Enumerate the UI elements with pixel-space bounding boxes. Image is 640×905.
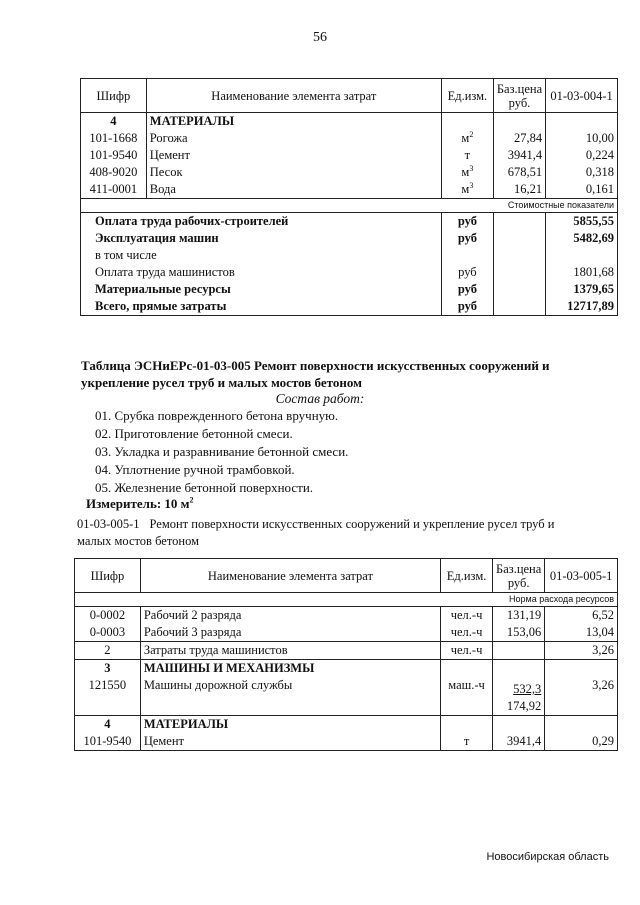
- cost-row: [81, 298, 618, 316]
- section-code: 4: [75, 716, 141, 734]
- row-code: 101-1668: [81, 130, 147, 147]
- row-name: Затраты труда машинистов: [140, 642, 440, 660]
- norm-rate-header: Норма расхода ресурсов: [75, 593, 618, 607]
- row-name: Рабочий 2 разряда: [140, 607, 440, 625]
- row-value: 0,29: [545, 733, 618, 751]
- row-price: 27,84: [493, 130, 545, 147]
- table-row: [81, 147, 618, 164]
- norm-description: [77, 516, 577, 550]
- cost-value: 5855,55: [546, 213, 618, 231]
- row-unit: чел.-ч: [441, 607, 493, 625]
- cost-unit: руб: [441, 213, 493, 231]
- cost-name: в том числе: [81, 247, 442, 264]
- row-value: 3,26: [545, 642, 618, 660]
- work-item: 03. Укладка и разравнивание бетонной смеси.: [95, 444, 349, 459]
- cost-header-row: [81, 199, 618, 213]
- norm-text: Ремонт поверхности искусственных сооружений и укрепление русел труб и малых мостов бетоном: [77, 517, 555, 548]
- row-code: 408-9020: [81, 164, 147, 181]
- cost-name: Эксплуатация машин: [81, 230, 442, 247]
- row-value: 13,04: [545, 624, 618, 642]
- row-value: 0,224: [546, 147, 618, 164]
- cost-row: [81, 247, 618, 264]
- row-unit: $м^3$: [441, 181, 493, 199]
- table-row: [75, 677, 618, 716]
- cost-row: [81, 281, 618, 298]
- table-row: [75, 733, 618, 751]
- row-code: 101-9540: [81, 147, 147, 164]
- section-code: 3: [75, 660, 141, 678]
- row-code: 101-9540: [75, 733, 141, 751]
- work-item: 02. Приготовление бетонной смеси.: [95, 426, 293, 441]
- norm-code: 01-03-005-1: [77, 517, 140, 531]
- table-title: Таблица ЭСНиЕРс-01-03-005 Ремонт поверхности искусственных сооружений и укрепление русел труб и малых мостов бетоном: [81, 358, 550, 390]
- footer-region: Новосибирская область: [486, 851, 609, 863]
- cost-name: Оплата труда машинистов: [81, 264, 442, 281]
- resource-table-1: [80, 78, 618, 316]
- row-unit: $м^3$: [441, 164, 493, 181]
- table-row: [81, 130, 618, 147]
- row-code: 121550: [75, 677, 141, 716]
- header-name: Наименование элемента затрат: [146, 79, 441, 113]
- header-unit: Ед.изм.: [441, 79, 493, 113]
- cost-name: Оплата труда рабочих-строителей: [81, 213, 442, 231]
- row-code: 2: [75, 642, 141, 660]
- row-value: 0,161: [546, 181, 618, 199]
- row-price: [493, 642, 545, 660]
- row-code: 0-0003: [75, 624, 141, 642]
- row-price: 532,3 174,92: [493, 677, 545, 716]
- row-unit: т: [441, 147, 493, 164]
- section-name: МАТЕРИАЛЫ: [146, 113, 441, 131]
- measure-unit: Измеритель: 10 $м^2$: [86, 495, 194, 511]
- row-price: 16,21: [493, 181, 545, 199]
- cost-unit: руб: [441, 264, 493, 281]
- section-row-materials: [81, 113, 618, 131]
- row-unit: $м^2$: [441, 130, 493, 147]
- row-code: 0-0002: [75, 607, 141, 625]
- header-name: Наименование элемента затрат: [140, 559, 440, 593]
- row-price: 678,51: [493, 164, 545, 181]
- norm-header-row: [75, 593, 618, 607]
- row-unit: маш.-ч: [441, 677, 493, 716]
- page-number: 56: [313, 30, 327, 45]
- table-row: [75, 624, 618, 642]
- row-price: 3941,4: [493, 733, 545, 751]
- row-unit: т: [441, 733, 493, 751]
- header-norm: 01-03-004-1: [546, 79, 618, 113]
- row-name: Машины дорожной службы: [140, 677, 440, 716]
- cost-row: [81, 230, 618, 247]
- cost-unit: руб: [441, 298, 493, 316]
- header-unit: Ед.изм.: [441, 559, 493, 593]
- table-header-row: [75, 559, 618, 593]
- cost-row: [81, 213, 618, 231]
- row-name: Вода: [146, 181, 441, 199]
- cost-value: 12717,89: [546, 298, 618, 316]
- row-unit: чел.-ч: [441, 624, 493, 642]
- row-value: 6,52: [545, 607, 618, 625]
- section-row-materials: [75, 716, 618, 734]
- table-row: [75, 607, 618, 625]
- cost-row: [81, 264, 618, 281]
- row-unit: чел.-ч: [441, 642, 493, 660]
- cost-value: [546, 247, 618, 264]
- section-code: 4: [81, 113, 147, 131]
- work-item: 01. Срубка поврежденного бетона вручную.: [95, 408, 339, 423]
- row-name: Рогожа: [146, 130, 441, 147]
- row-price: 3941,4: [493, 147, 545, 164]
- header-price: Баз.цена руб.: [493, 79, 545, 113]
- cost-name: Материальные ресурсы: [81, 281, 442, 298]
- row-price: 153,06: [493, 624, 545, 642]
- cost-value: 5482,69: [546, 230, 618, 247]
- row-code: 411-0001: [81, 181, 147, 199]
- row-name: Рабочий 3 разряда: [140, 624, 440, 642]
- header-price: Баз.цена руб.: [493, 559, 545, 593]
- work-item: 04. Уплотнение ручной трамбовкой.: [95, 462, 295, 477]
- section-name: МАТЕРИАЛЫ: [140, 716, 440, 734]
- table-row: [81, 181, 618, 199]
- cost-name: Всего, прямые затраты: [81, 298, 442, 316]
- header-code: Шифр: [81, 79, 147, 113]
- row-value: 3,26: [545, 677, 618, 716]
- header-norm: 01-03-005-1: [545, 559, 618, 593]
- cost-indicators-header: Стоимостные показатели: [81, 199, 618, 213]
- work-composition-heading: Состав работ:: [275, 391, 365, 406]
- table-row: [75, 642, 618, 660]
- header-code: Шифр: [75, 559, 141, 593]
- row-price: 131,19: [493, 607, 545, 625]
- row-name: Цемент: [146, 147, 441, 164]
- cost-unit: [441, 247, 493, 264]
- row-name: Песок: [146, 164, 441, 181]
- cost-value: 1801,68: [546, 264, 618, 281]
- section-row-machines: [75, 660, 618, 678]
- resource-table-2: [74, 558, 618, 751]
- cost-unit: руб: [441, 281, 493, 298]
- cost-value: 1379,65: [546, 281, 618, 298]
- section-name: МАШИНЫ И МЕХАНИЗМЫ: [140, 660, 440, 678]
- table-row: [81, 164, 618, 181]
- row-value: 10,00: [546, 130, 618, 147]
- table-header-row: [81, 79, 618, 113]
- row-name: Цемент: [140, 733, 440, 751]
- row-value: 0,318: [546, 164, 618, 181]
- work-item: 05. Железнение бетонной поверхности.: [95, 480, 314, 495]
- cost-unit: руб: [441, 230, 493, 247]
